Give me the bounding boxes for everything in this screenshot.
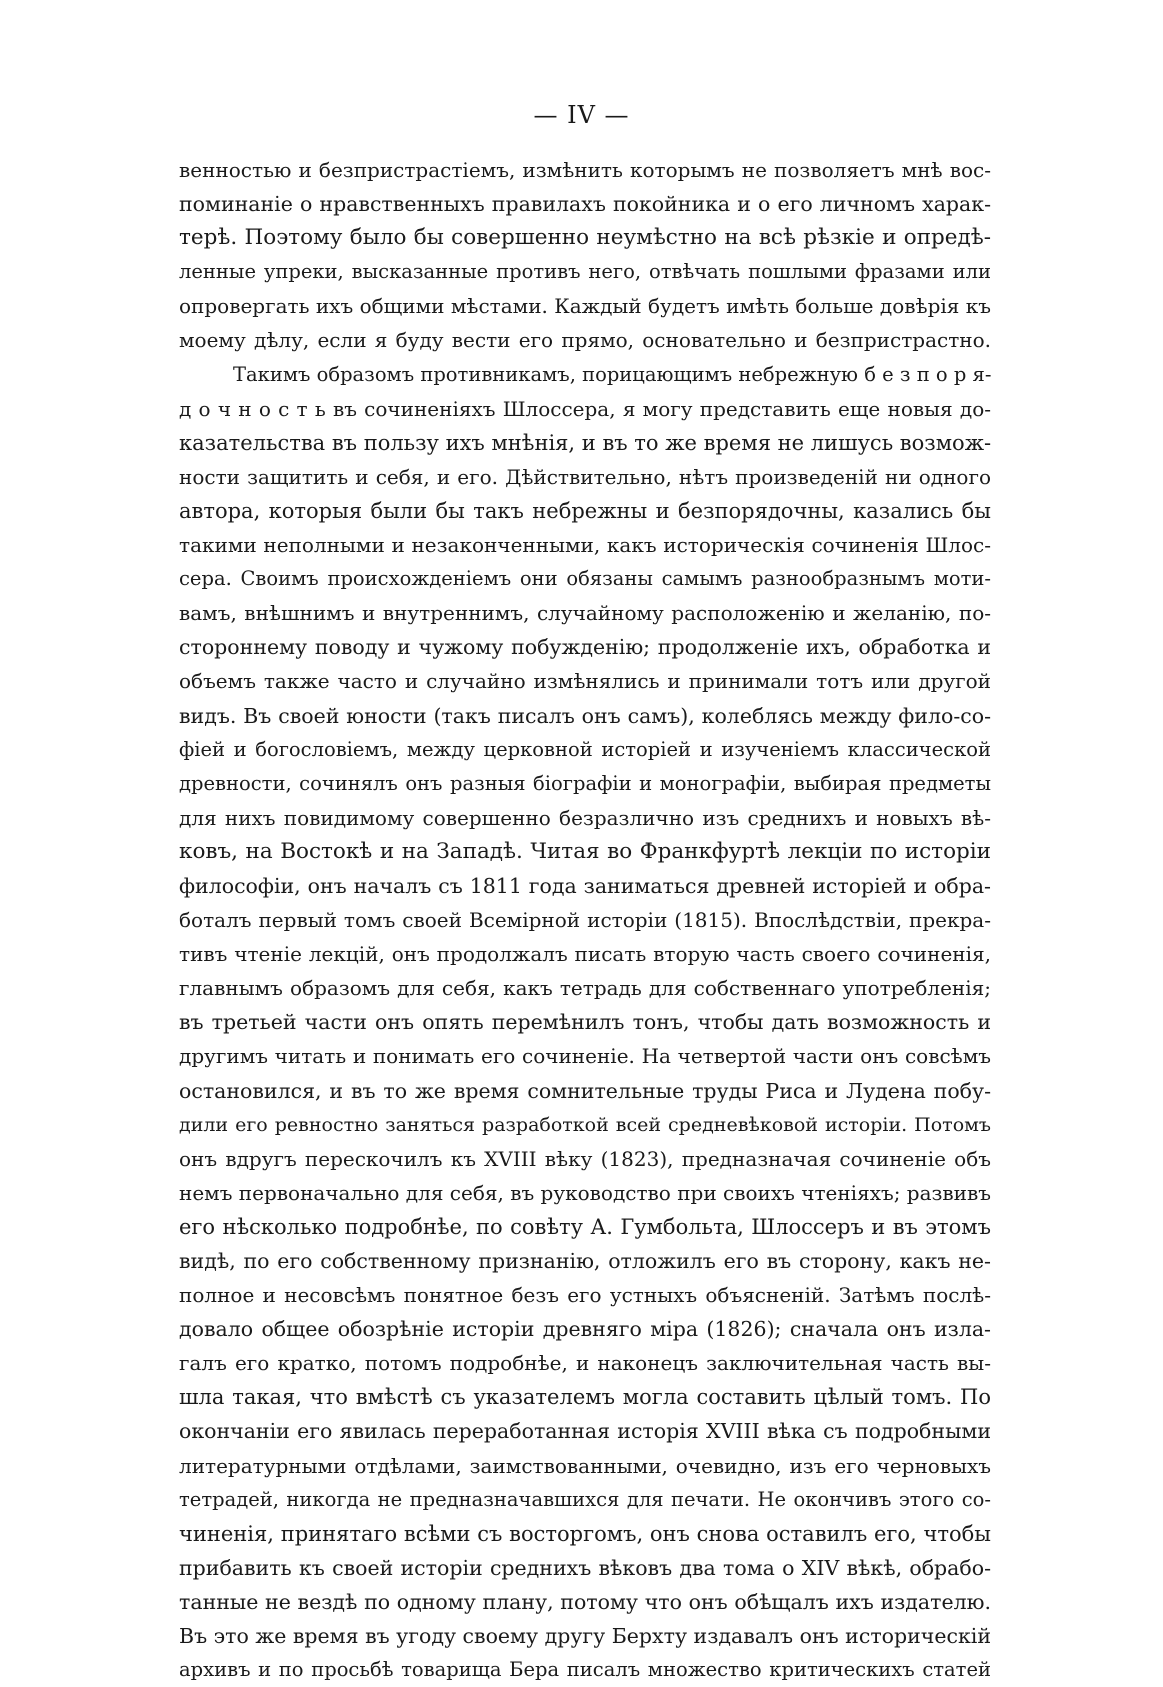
text-line: танные не вездѣ по одному плану, потому что онъ обѣщалъ ихъ издателю.: [179, 1589, 991, 1614]
text-line: для нихъ повидимому совершенно безразлично изъ среднихъ и новыхъ вѣ-: [179, 805, 991, 830]
text-line: Въ это же время въ угоду своему другу Берхту издавалъ онъ историческій: [179, 1624, 991, 1649]
text-line: полное и несовсѣмъ понятное безъ его устныхъ объясненій. Затѣмъ послѣ-: [179, 1283, 991, 1308]
text-line: такими неполными и незаконченными, какъ историческія сочиненія Шлос-: [179, 533, 991, 558]
text-line: философіи, онъ началъ съ 1811 года заниматься древней исторіей и обра-: [179, 873, 991, 898]
text-line: дили его ревностно заняться разработкой всей средневѣковой исторіи. Потомъ: [179, 1113, 991, 1136]
text-line: довало общее обозрѣніе исторіи древняго міра (1826); сначала онъ изла-: [179, 1317, 991, 1342]
text-line: немъ первоначально для себя, въ руководство при своихъ чтеніяхъ; развивъ: [179, 1180, 991, 1205]
text-line: поминаніе о нравственныхъ правилахъ покойника и о его личномъ харак-: [179, 192, 991, 217]
text-line: фіей и богословіемъ, между церковной исторіей и изученіемъ классической: [179, 737, 991, 761]
text-line: объемъ также часто и случайно измѣнялись и принимали тотъ или другой: [179, 669, 991, 694]
text-line: архивъ и по просьбѣ товарища Бера писалъ множество критическихъ статей: [179, 1658, 991, 1682]
text-line: тивъ чтеніе лекцій, онъ продолжалъ писать вторую часть своего сочиненія,: [179, 942, 991, 967]
text-line: прибавить къ своей исторіи среднихъ вѣковъ два тома о XIV вѣкѣ, обрабо-: [179, 1555, 991, 1580]
text-line: ковъ, на Востокѣ и на Западѣ. Читая во Франкфуртѣ лекціи по исторіи: [179, 838, 991, 864]
text-line: моему дѣлу, если я буду вести его прямо, основательно и безпристрастно.: [179, 328, 991, 353]
text-line: ленные упреки, высказанные противъ него, отвѣчать пошлыми фразами или: [179, 260, 991, 284]
text-line: другимъ читать и понимать его сочиненіе. На четвертой части онъ совсѣмъ: [179, 1044, 991, 1069]
text-line: Такимъ образомъ противникамъ, порицающимъ небрежную б е з п о р я-: [233, 362, 992, 386]
text-line: стороннему поводу и чужому побужденію; продолженіе ихъ, обработка и: [179, 635, 991, 660]
text-line: его нѣсколько подробнѣе, по совѣту А. Гумбольта, Шлоссеръ и въ этомъ: [179, 1214, 991, 1239]
page-number: — IV —: [533, 101, 630, 129]
text-line: венностью и безпристрастіемъ, измѣнить которымъ не позволяетъ мнѣ вос-: [179, 158, 991, 182]
text-line: опровергать ихъ общими мѣстами. Каждый будетъ имѣть больше довѣрія къ: [179, 294, 991, 319]
text-line: терѣ. Поэтому было бы совершенно неумѣстно на всѣ рѣзкіе и опредѣ-: [179, 225, 991, 251]
text-line: остановился, и въ то же время сомнительные труды Риса и Лудена побу-: [179, 1078, 991, 1103]
text-line: казательства въ пользу ихъ мнѣнія, и въ то же время не лишусь возмож-: [179, 430, 992, 455]
text-line: ности защитить и себя, и его. Дѣйствительно, нѣтъ произведеній ни одного: [179, 464, 991, 489]
text-line: боталъ первый томъ своей Всемірной исторіи (1815). Впослѣдствіи, прекра-: [179, 908, 991, 933]
text-line: видъ. Въ своей юности (такъ писалъ онъ самъ), колеблясь между фило-со-: [179, 703, 991, 728]
text-line: чиненія, принятаго всѣми съ восторгомъ, онъ снова оставилъ его, чтобы: [179, 1521, 991, 1546]
text-line: древности, сочинялъ онъ разныя біографіи и монографіи, выбирая предметы: [179, 771, 991, 795]
text-line: литературными отдѣлами, заимствованными, очевидно, изъ его черновыхъ: [179, 1453, 991, 1478]
text-line: онъ вдругъ перескочилъ къ XVIII вѣку (1823), предназначая сочиненіе объ: [179, 1146, 991, 1171]
text-line: въ третьей части онъ опять перемѣнилъ тонъ, чтобы дать возможность и: [179, 1010, 991, 1035]
body-text: [179, 153, 991, 1687]
text-line: автора, которыя были бы такъ небрежны и безпорядочны, казались бы: [179, 498, 991, 523]
text-line: сера. Своимъ происхожденіемъ они обязаны самымъ разнообразнымъ моти-: [179, 567, 991, 591]
text-line: д о ч н о с т ь въ сочиненіяхъ Шлоссера, я могу представить еще новыя до-: [179, 396, 991, 421]
text-line: тетрадей, никогда не предназначавшихся для печати. Не окончивъ этого со-: [179, 1487, 991, 1511]
text-line: видѣ, по его собственному признанію, отложилъ его въ сторону, какъ не-: [179, 1249, 991, 1273]
text-line: вамъ, внѣшнимъ и внутреннимъ, случайному расположенію и желанію, по-: [179, 601, 991, 626]
text-line: галъ его кратко, потомъ подробнѣе, и наконецъ заключительная часть вы-: [179, 1351, 991, 1376]
text-line: окончаніи его явилась переработанная исторія XVIII вѣка съ подробными: [179, 1419, 991, 1444]
text-line: шла такая, что вмѣстѣ съ указателемъ могла составить цѣлый томъ. По: [179, 1385, 991, 1410]
text-line: главнымъ образомъ для себя, какъ тетрадь для собственнаго употребленія;: [179, 976, 991, 1001]
